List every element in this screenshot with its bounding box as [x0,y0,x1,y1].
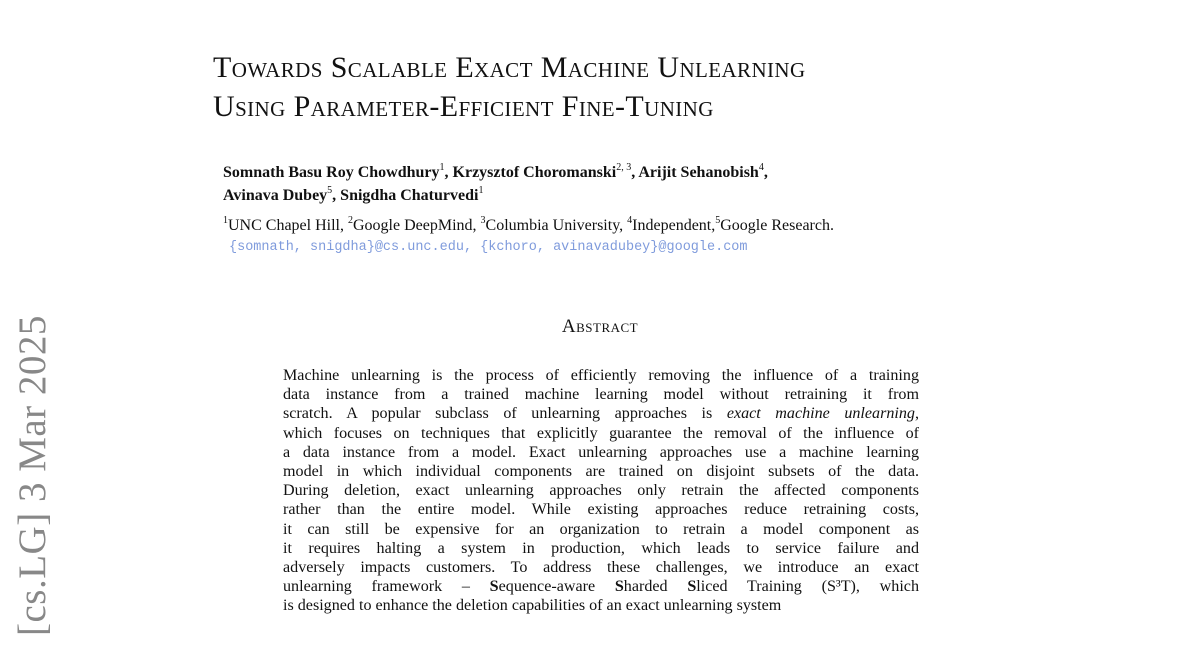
email-link-unc[interactable]: {somnath, snigdha}@cs.unc.edu [229,240,464,255]
author-affil-sup: 1 [478,185,484,196]
affil-name: Columbia University, [485,217,624,234]
affil-sup: 2 [348,215,353,226]
abstract-line: model in which individual components are trained on disjoint subsets of the data. [283,463,919,481]
email-list: {somnath, snigdha}@cs.unc.edu, {kchoro, avinavadubey}@google.com [229,240,748,255]
abstract-line: scratch. A popular subclass of unlearning approaches is exact machine unlearning, [283,405,919,423]
affil-sup: 5 [715,215,721,226]
title-line-1: Towards Scalable Exact Machine Unlearning [213,51,806,84]
author-affil-sup: 1 [439,162,445,173]
author-line-1: Somnath Basu Roy Chowdhury$^1$, Krzysztof Choromanski$^{2, 3}$, Arijit Sehanobish$^4$, [223,162,768,181]
affil-sup: 4 [627,215,633,226]
abstract-line: is designed to enhance the deletion capabilities of an exact unlearning system [283,597,782,615]
abstract-line: it can still be expensive for an organization to retrain a model component as [283,520,919,538]
author-affil-sup: 5 [327,185,333,196]
author-affil-sup: 2, 3 [616,162,632,173]
abstract-line: adversely impacts customers. To address these challenges, we introduce an exact [283,559,919,577]
title-line-2: Using Parameter-Efficient Fine-Tuning [213,90,714,123]
affiliations [223,215,834,237]
abstract-line: it requires halting a system in production, which leads to service failure and [283,539,919,557]
author-affil-sup: 4 [758,162,764,173]
abstract-line: a data instance from a model. Exact unlearning approaches use a machine learning [283,443,919,461]
abstract-heading: Abstract [561,316,639,337]
abstract-line: rather than the entire model. While existing approaches reduce retraining costs, [283,501,919,519]
email-link-google[interactable]: {kchoro, avinavadubey}@google.com [480,240,748,255]
arxiv-side-stamp: [cs.LG] 3 Mar 2025 [11,315,54,636]
affil-sup: 3 [480,215,486,226]
affil-name: UNC Chapel Hill, [228,217,344,234]
author-name: Snigdha Chaturvedi [340,187,479,204]
author-name: Somnath Basu Roy Chowdhury [223,164,440,181]
abstract-line: unlearning framework – Sequence-aware Sharded Sliced Training (S³T), which [283,578,919,596]
affil-name: Google Research. [720,217,834,234]
abstract-line: Machine unlearning is the process of efficiently removing the influence of a training [283,367,919,384]
author-name: Avinava Dubey [223,187,328,204]
author-list [223,161,768,207]
affil-name: Google DeepMind, [353,217,477,234]
affil-name: Independent, [632,217,716,234]
abstract-line: data instance from a trained machine learning model without retraining it from [283,386,919,404]
author-name: Arijit Sehanobish [638,164,759,181]
author-name: Krzysztof Choromanski [452,164,617,181]
abstract-line: which focuses on techniques that explicitly guarantee the removal of the influence of [283,424,919,442]
paper-title [213,48,806,126]
abstract-body [283,366,919,616]
affil-sup: 1 [223,215,228,226]
abstract-line: During deletion, exact unlearning approaches only retrain the affected components [283,482,919,500]
author-line-2: Avinava Dubey$^5$, Snigdha Chaturvedi$^1$ [223,185,484,204]
